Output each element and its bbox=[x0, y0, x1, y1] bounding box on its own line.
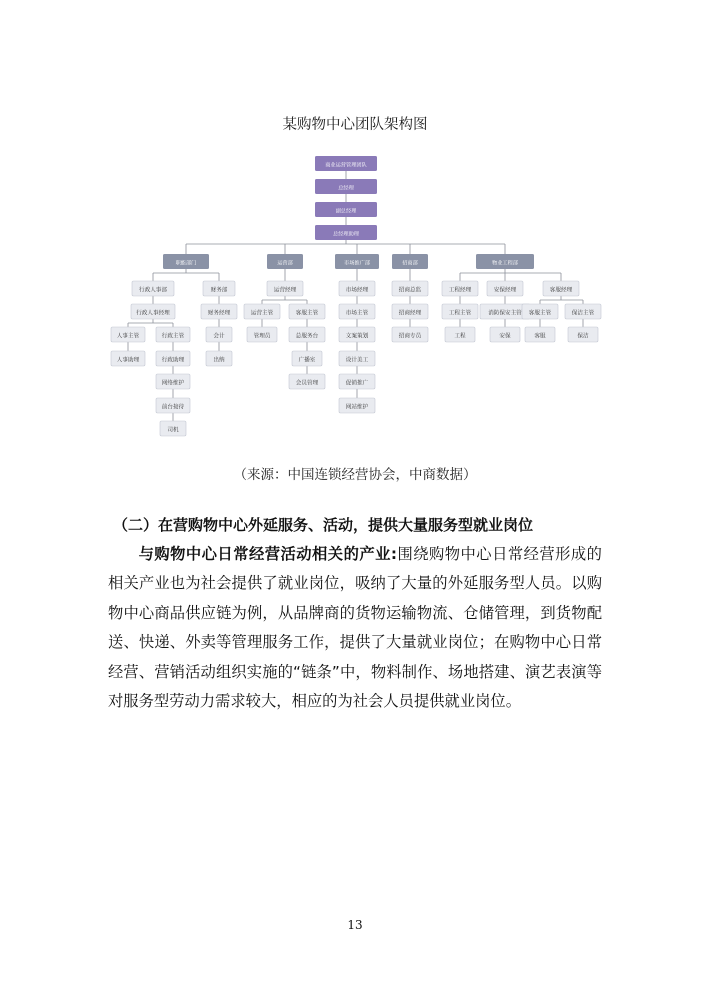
page-number: 13 bbox=[347, 918, 363, 932]
paragraph-lead: 与购物中心日常经营活动相关的产业: bbox=[138, 545, 397, 563]
org-box-position bbox=[339, 281, 375, 296]
org-box-position bbox=[156, 398, 190, 413]
org-box-label: 客服 bbox=[534, 333, 546, 340]
org-box-position bbox=[392, 304, 428, 319]
org-box-label: 网站维护 bbox=[345, 404, 369, 411]
org-box-position bbox=[289, 374, 325, 389]
org-box-position bbox=[339, 327, 375, 342]
org-box-label: 广播室 bbox=[298, 357, 316, 364]
org-box-position bbox=[201, 304, 237, 319]
org-box-department bbox=[476, 254, 534, 269]
org-box-label: 招商部 bbox=[402, 260, 418, 267]
org-box-position bbox=[156, 351, 190, 366]
org-box-label: 招商经理 bbox=[398, 310, 422, 317]
org-box-position bbox=[565, 304, 601, 319]
org-box-label: 总经理助理 bbox=[333, 231, 359, 238]
org-box-position bbox=[160, 421, 186, 436]
org-box-label: 保洁 bbox=[577, 333, 589, 340]
org-box-position bbox=[442, 304, 478, 319]
org-chart bbox=[0, 0, 710, 450]
org-box-label: 市场推广部 bbox=[344, 260, 370, 267]
org-box-label: 运营主管 bbox=[250, 310, 274, 317]
org-box-position bbox=[522, 304, 558, 319]
org-box-label: 消防保安主管 bbox=[488, 310, 522, 317]
org-box-label: 安保经理 bbox=[493, 287, 517, 294]
org-box-position bbox=[206, 327, 232, 342]
org-box-label: 运营经理 bbox=[273, 287, 297, 294]
org-box-label: 保洁主管 bbox=[571, 310, 595, 317]
org-box-position bbox=[392, 327, 428, 342]
org-box-label: 财务部 bbox=[210, 287, 228, 294]
org-box-label: 客服经理 bbox=[549, 287, 573, 294]
org-box-position bbox=[289, 304, 325, 319]
org-box-label: 客服主管 bbox=[528, 310, 552, 317]
org-box-position bbox=[339, 304, 375, 319]
org-box-position bbox=[292, 351, 322, 366]
org-box-position bbox=[289, 327, 325, 342]
org-box-label: 工程经理 bbox=[448, 287, 472, 294]
org-box-position bbox=[525, 327, 555, 342]
org-box-position bbox=[132, 281, 174, 296]
org-box-position bbox=[339, 398, 375, 413]
org-box-label: 会员管理 bbox=[295, 380, 319, 387]
org-box-label: 行政人事经理 bbox=[136, 310, 170, 317]
org-box-label: 会计 bbox=[213, 333, 225, 340]
org-box-position bbox=[247, 327, 277, 342]
org-box-position bbox=[490, 327, 520, 342]
org-box-label: 设计美工 bbox=[345, 357, 369, 364]
figure-source: （来源：中国连锁经营协会，中商数据） bbox=[233, 467, 477, 483]
org-box-label: 促销推广 bbox=[345, 380, 369, 387]
org-box-label: 客服主管 bbox=[295, 310, 319, 317]
org-box-position bbox=[392, 281, 428, 296]
paragraph-body: 围绕购物中心日常经营形成的相关产业也为社会提供了就业岗位，吸纳了大量的外延服务型人员。以购物中心商品供应链为例，从品牌商的货物运输物流、仓储管理，到货物配送、快递、外卖等管理服务工作，提供了大量就业岗位；在购物中心日常经营、营销活动组织实施的“链条”中，物料制作、场地搭建、演艺表演等对服务型劳动力需求较大，相应的为社会人员提供就业岗位。 bbox=[108, 545, 602, 711]
org-box-label: 商业运营管理团队 bbox=[325, 162, 367, 169]
figure-title: 某购物中心团队架构图 bbox=[282, 117, 428, 133]
org-box-label: 总服务台 bbox=[295, 333, 319, 340]
org-box-leadership bbox=[315, 225, 377, 240]
org-box-position bbox=[206, 351, 232, 366]
org-box-label: 管理员 bbox=[253, 333, 271, 340]
org-box-label: 工程主管 bbox=[448, 310, 472, 317]
org-box-position bbox=[244, 304, 280, 319]
org-box-position bbox=[445, 327, 475, 342]
org-box-label: 行政主管 bbox=[161, 333, 185, 340]
org-box-leadership bbox=[315, 202, 377, 217]
org-box-label: 前台接待 bbox=[161, 404, 185, 411]
org-box-leadership bbox=[315, 156, 377, 171]
org-box-position bbox=[543, 281, 579, 296]
org-box-position bbox=[267, 281, 303, 296]
org-box-position bbox=[339, 374, 375, 389]
org-box-label: 网络维护 bbox=[161, 380, 185, 387]
org-box-label: 财务经理 bbox=[207, 310, 231, 317]
org-box-label: 文案策划 bbox=[345, 333, 369, 340]
org-box-label: 副总经理 bbox=[335, 208, 357, 215]
org-box-label: 出纳 bbox=[213, 357, 225, 364]
org-box-department bbox=[392, 254, 428, 269]
org-box-position bbox=[442, 281, 478, 296]
org-box-label: 工程 bbox=[454, 333, 466, 340]
org-box-label: 行政助理 bbox=[161, 357, 185, 364]
org-box-label: 行政人事部 bbox=[139, 287, 167, 294]
org-box-label: 人事主管 bbox=[116, 333, 140, 340]
org-box-label: 司机 bbox=[167, 427, 179, 434]
org-box-position bbox=[156, 374, 190, 389]
org-box-position bbox=[111, 327, 145, 342]
org-box-label: 物业工程部 bbox=[492, 260, 518, 267]
org-box-department bbox=[335, 254, 379, 269]
org-box-leadership bbox=[315, 179, 377, 194]
org-box-position bbox=[111, 351, 145, 366]
org-box-department bbox=[267, 254, 303, 269]
org-box-label: 招商专员 bbox=[398, 333, 422, 340]
org-box-label: 人事助理 bbox=[116, 357, 140, 364]
org-box-position bbox=[203, 281, 235, 296]
org-box-label: 运营部 bbox=[277, 260, 293, 267]
org-box-label: 市场主管 bbox=[345, 310, 369, 317]
org-box-label: 市场经理 bbox=[345, 287, 369, 294]
org-box-position bbox=[487, 281, 523, 296]
org-box-label: 安保 bbox=[499, 333, 511, 340]
org-box-position bbox=[568, 327, 598, 342]
org-box-label: 总经理 bbox=[338, 185, 354, 192]
org-box-label: 招商总监 bbox=[398, 287, 422, 294]
org-box-position bbox=[131, 304, 175, 319]
org-box-department bbox=[163, 254, 209, 269]
org-box-position bbox=[156, 327, 190, 342]
org-box-position bbox=[339, 351, 375, 366]
org-chart-boxes bbox=[111, 156, 601, 436]
section-heading: （二）在营购物中心外延服务、活动，提供大量服务型就业岗位 bbox=[113, 516, 534, 534]
body-paragraph bbox=[108, 540, 602, 716]
org-box-label: 职能部门 bbox=[175, 260, 197, 267]
